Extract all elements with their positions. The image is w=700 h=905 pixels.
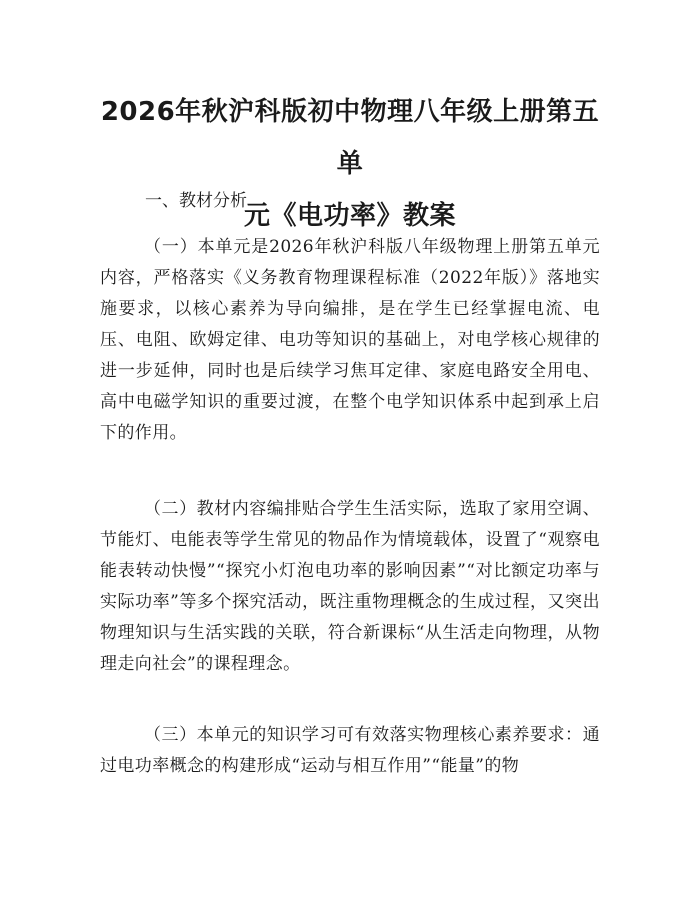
title-line-1: 2026年秋沪科版初中物理八年级上册第五单	[100, 97, 600, 179]
document-title	[95, 86, 605, 242]
paragraph-2: （二）教材内容编排贴合学生生活实际，选取了家用空调、节能灯、电能表等学生常见的物品作为情境载体，设置了“观察电能表转动快慢”“探究小灯泡电功率的影响因素”“对比额定功率与实际功率”等多个探究活动，既注重物理概念的生成过程，又突出物理知识与生活实践的关联，符合新课标“从生活走向物理，从物理走向社会”的课程理念。	[100, 499, 600, 674]
paragraph-1: （一）本单元是2026年秋沪科版八年级物理上册第五单元内容，严格落实《义务教育物理课程标准（2022年版）》落地实施要求，以核心素养为导向编排，是在学生已经掌握电流、电压、电阻、欧姆定律、电功等知识的基础上，对电学核心规律的进一步延伸，同时也是后续学习焦耳定律、家庭电路安全用电、高中电磁学知识的重要过渡，在整个电学知识体系中起到承上启下的作用。	[100, 237, 600, 443]
section-heading: 一、教材分析	[145, 191, 247, 211]
paragraph-3: （三）本单元的知识学习可有效落实物理核心素养要求：通过电功率概念的构建形成“运动与相互作用”“能量”的物	[100, 725, 600, 776]
title-line-2: 元《电功率》教案	[243, 201, 456, 231]
